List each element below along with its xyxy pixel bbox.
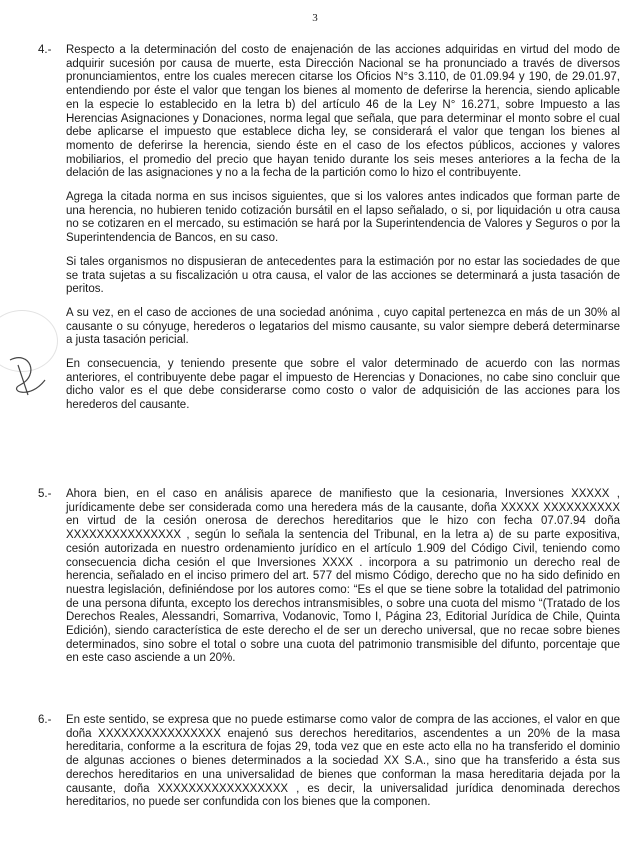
handwritten-signature <box>0 345 60 405</box>
paragraph: Agrega la citada norma en sus incisos siguientes, que si los valores antes indicados que forman parte de una herencia, no hubieren tenido cotización bursátil en el lapso señalado, o si, por liquidación u otra causa no se cotizaren en el mercado, su estimación se hará por la Superintendencia de Valores y Seguros o por la Superintendencia de Bancos, en su caso. <box>66 191 620 245</box>
section-number: 6.- <box>38 714 52 726</box>
paragraph: En este sentido, se expresa que no puede estimarse como valor de compra de las acciones, el valor en que doña XXXXXXXXXXXXXXXX enajenó sus derechos hereditarios, ascendentes a un 20% de la masa hereditaria, conforme a la escritura de fojas 29, toda vez que en este acto ella no ha transferido el dominio de algunas acciones o bienes determinados a la sociedad XX S.A., sino que ha transferido a ésta sus derechos hereditarios en una universalidad de bienes que conforman la masa hereditaria dejada por la causante, doña XXXXXXXXXXXXXXXXX , es decir, la universalidad jurídica denominada derechos hereditarios, no puede ser confundida con los bienes que la componen. <box>66 714 620 809</box>
page-number: 3 <box>312 12 318 24</box>
paragraph: A su vez, en el caso de acciones de una sociedad anónima , cuyo capital pertenezca en más de un 30% al causante o su cónyuge, herederos o legatarios del mismo causante, su valor siempre deberá determinarse a justa tasación pericial. <box>66 306 620 347</box>
paragraph: Si tales organismos no dispusieran de antecedentes para la estimación por no estar las sociedades de que se trata sujetas a su fiscalización u otra causa, el valor de las acciones se determinará a justa tasación de peritos. <box>66 255 620 296</box>
section-number: 5.- <box>38 488 52 500</box>
paragraph: Ahora bien, en el caso en análisis aparece de manifiesto que la cesionaria, Inversiones XXXXX , jurídicamente debe ser considerada como una heredera más de la causante, doña XXXXX XXXXXXXXXX en virtud de la cesión onerosa de derechos hereditarios que le hizo con fecha 07.07.94 doña XXXXXXXXXXXXXXX , según lo señala la sentencia del Tribunal, en la letra a) de su parte expositiva, cesión autorizada en nuestro ordenamiento jurídico en el artículo 1.909 del Código Civil, teniendo como consecuencia dicha cesión el que Inversiones XXXX . incorpora a su patrimonio un derecho real de herencia, señalado en el inciso primero del art. 577 del mismo Código, derecho que no ha sido definido en nuestra legislación, definiéndose por los autores como: “Es el que se tiene sobre la totalidad del patrimonio de una persona difunta, excepto los derechos intransmisibles, o sobre una cuota del mismo “(Tratado de los Derechos Reales, Alessandri, Somarriva, Vodanovic, Tomo I, Página 23, Editorial Jurídica de Chile, Quinta Edición), siendo característica de este derecho el de ser un derecho universal, que no recae sobre bienes determinados, sino sobre el total o sobre una cuota del patrimonio transmisible del difunto, porcentaje que en este caso asciende a un 20%. <box>66 488 620 665</box>
paragraph: Respecto a la determinación del costo de enajenación de las acciones adquiridas en virtud del modo de adquirir sucesión por causa de muerte, esta Dirección Nacional se ha pronunciado a través de diversos pronunciamientos, entre los cuales merecen citarse los Oficios N°s 3.110, de 01.09.94 y 190, de 29.01.97, entendiendo por éste el valor que tengan los bienes al momento de deferirse la herencia, siendo aplicable en la especie lo establecido en la letra b) del artículo 46 de la Ley N° 16.271, sobre Impuesto a las Herencias Asignaciones y Donaciones, norma legal que señala, que para determinar el monto sobre el cual debe aplicarse el impuesto que establece dicha ley, se considerará el valor que tengan los bienes al momento de deferirse la herencia, siendo éste en el caso de los efectos públicos, acciones y valores mobiliarios, el promedio del precio que hayan tenido durante los seis meses anteriores a la fecha de la delación de las asignaciones y no a la fecha de la partición como lo hizo el contribuyente. <box>66 44 620 180</box>
section-number: 4.- <box>38 44 52 56</box>
paragraph: En consecuencia, y teniendo presente que sobre el valor determinado de acuerdo con las normas anteriores, el contribuyente debe pagar el impuesto de Herencias y Donaciones, no cabe sino concluir que dicho valor es el que debe considerarse como costo o valor de adquisición de las acciones para los herederos del causante. <box>66 358 620 412</box>
